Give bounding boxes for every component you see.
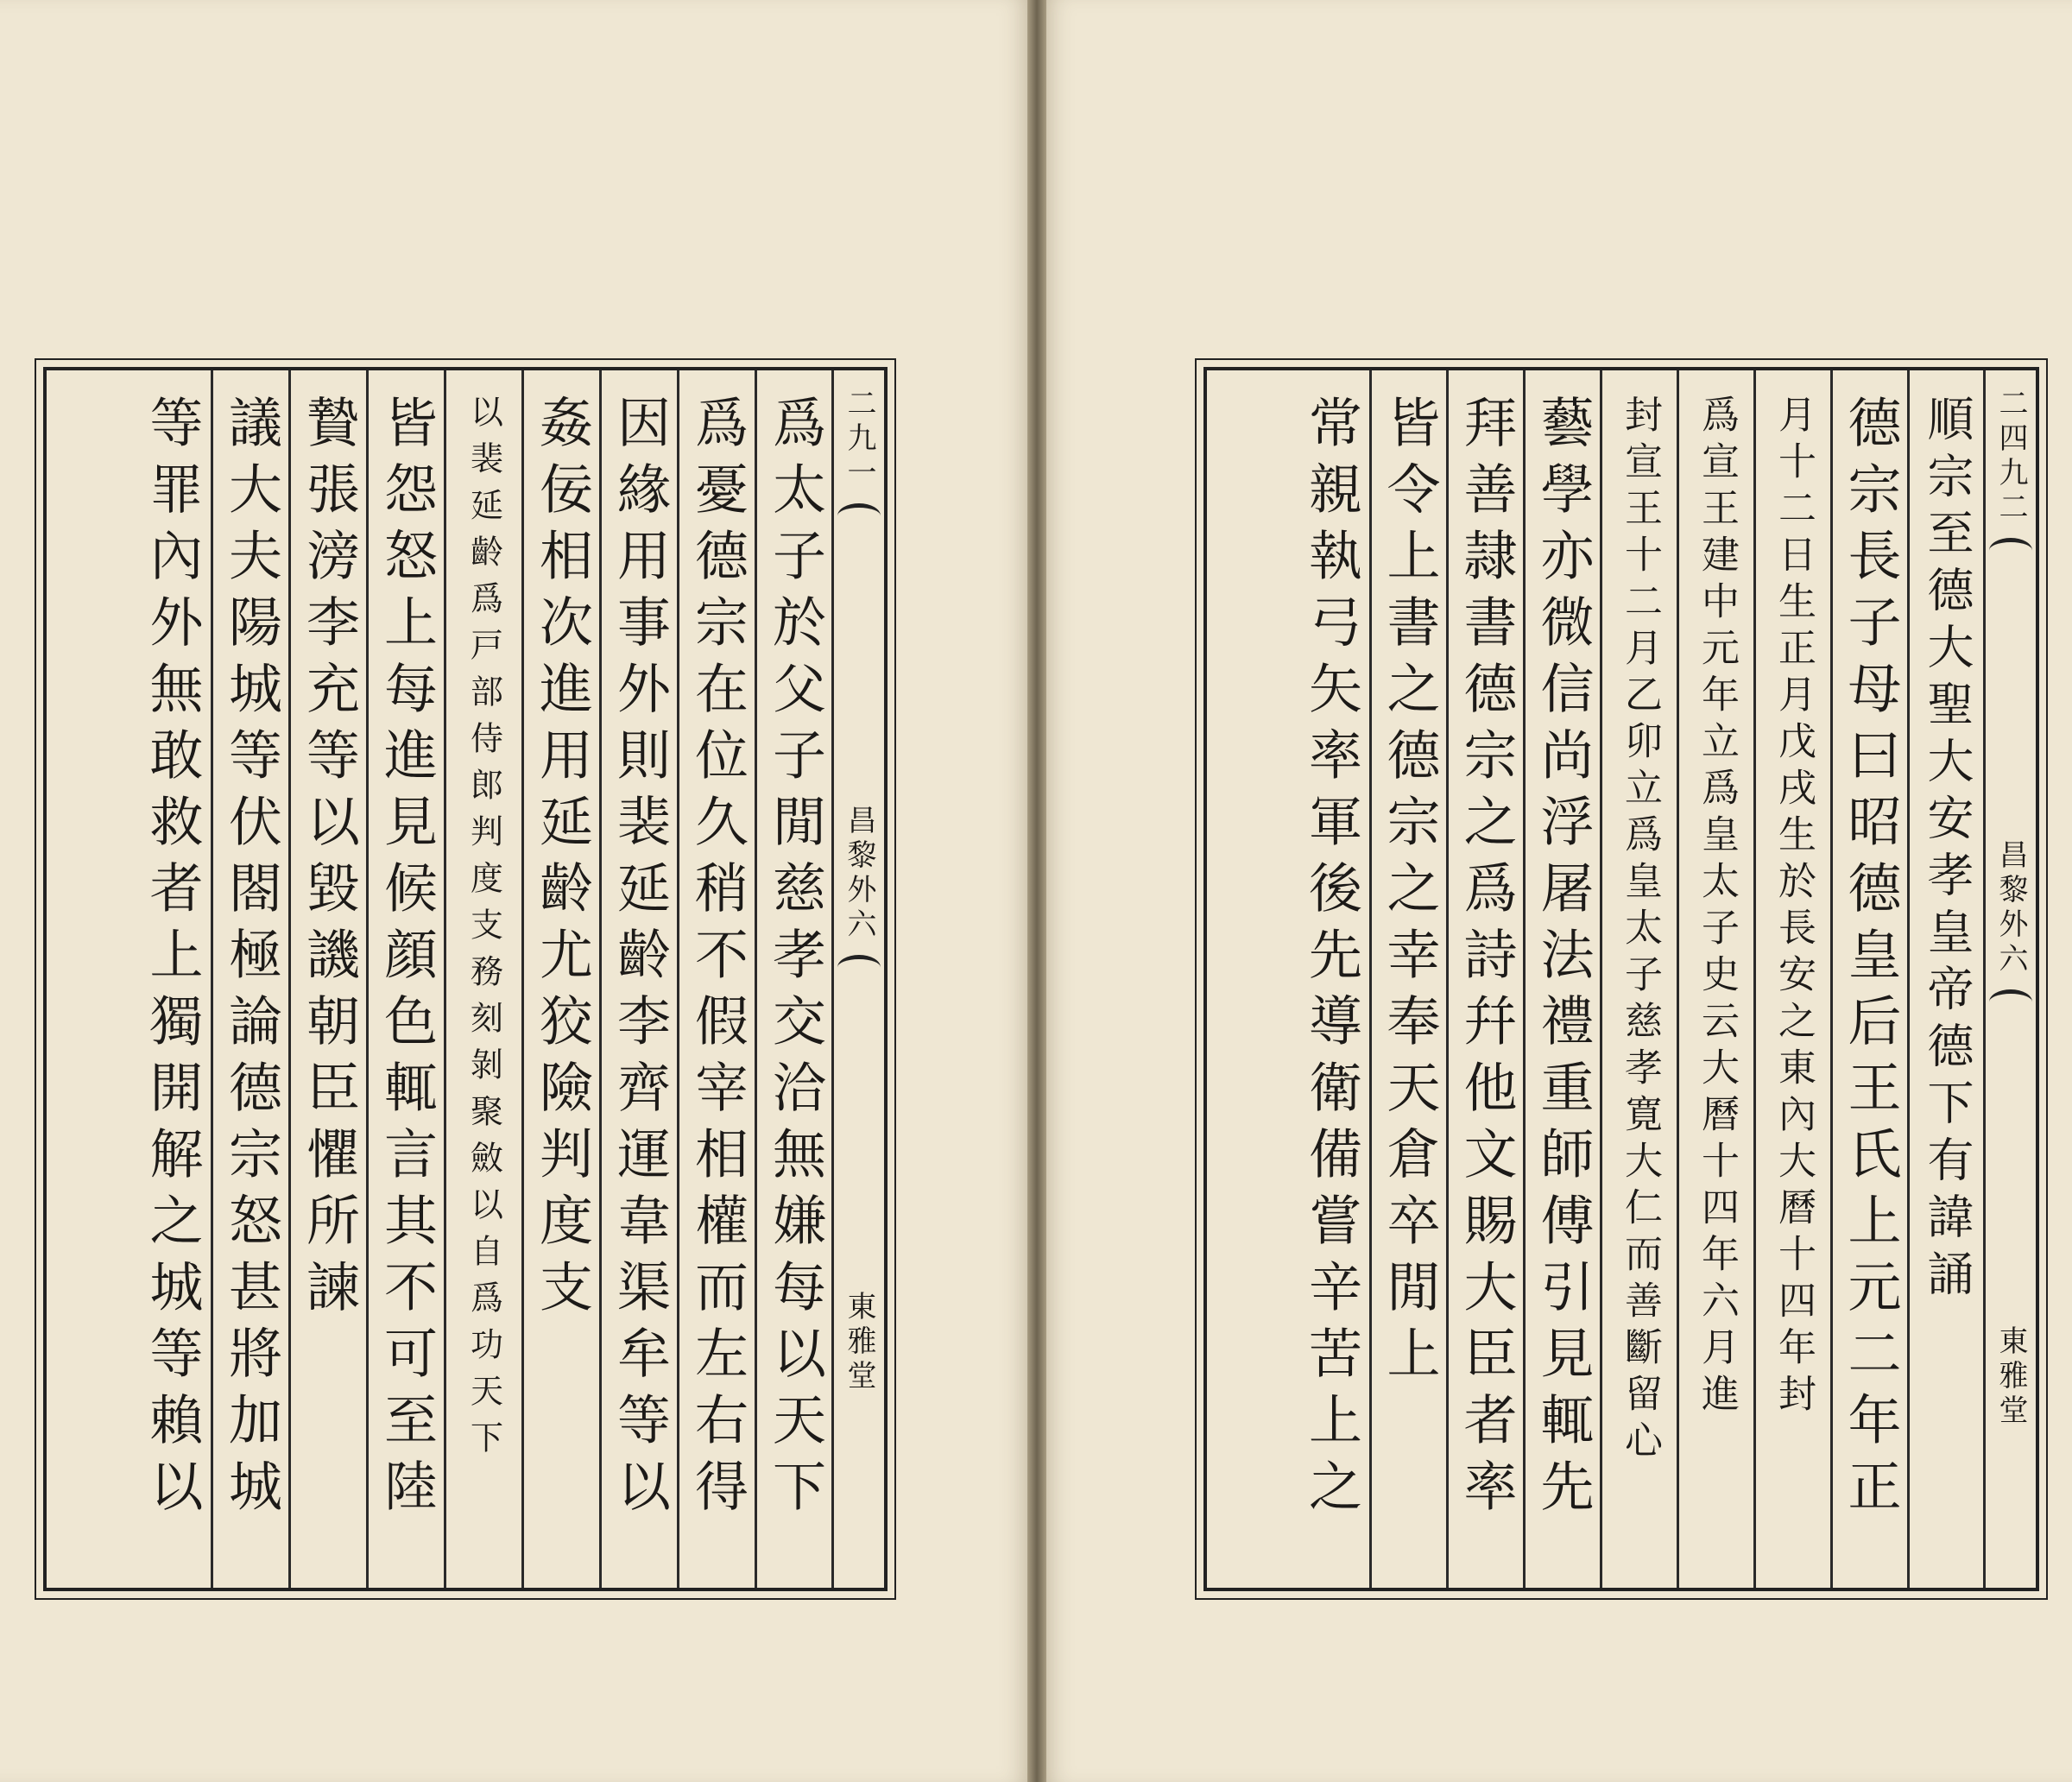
column-text: 拜善隷書德宗之爲詩幷他文賜大臣者率 — [1455, 395, 1518, 1525]
text-column — [288, 370, 366, 1588]
text-column — [1753, 370, 1830, 1588]
text-column — [1369, 370, 1446, 1588]
left-page-number: 二九一 — [842, 388, 876, 491]
column-text: 爲太子於父子閒慈孝交洽無嫌每以天下 — [763, 395, 827, 1525]
right-press-name: 東雅堂 — [1993, 1325, 2028, 1429]
book-gutter — [1027, 0, 1046, 1782]
column-text: 以裴延齡爲戸部侍郎判度支務刻剝聚斂以自爲功天下 — [464, 395, 503, 1467]
column-text: 等罪內外無敢救者上獨開解之城等賴以 — [141, 395, 204, 1525]
left-book-title: 昌黎外六 — [842, 805, 876, 943]
fish-tail-mark-icon — [1989, 989, 2032, 1014]
text-column — [1523, 370, 1600, 1588]
column-text: 贄張滂李充等以毀譏朝臣懼所諫 — [297, 395, 361, 1325]
text-column — [1677, 370, 1753, 1588]
column-text: 藝學亦微信尚浮屠法禮重師傅引見輒先 — [1532, 395, 1595, 1525]
text-column — [1292, 370, 1369, 1588]
column-text: 皆怨怒上每進見候顔色輒言其不可至陸 — [375, 395, 439, 1525]
fish-tail-mark-icon — [837, 955, 881, 980]
text-column — [444, 370, 521, 1588]
text-column — [133, 370, 211, 1588]
column-text: 月十二日生正月戊戌生於長安之東內大曆十四年封 — [1772, 395, 1816, 1420]
fish-tail-mark-icon — [1989, 538, 2032, 563]
left-fish-tail-column — [831, 370, 884, 1588]
column-text: 常親執弓矢率軍後先導衛備嘗辛苦上之 — [1299, 395, 1363, 1525]
text-column — [211, 370, 288, 1588]
column-text: 姦佞相次進用延齡尤狡險判度支 — [530, 395, 594, 1325]
text-column — [521, 370, 599, 1588]
text-column — [599, 370, 677, 1588]
text-column — [677, 370, 755, 1588]
right-page-number: 二四九二 — [1993, 388, 2028, 526]
left-page — [0, 0, 1027, 1782]
column-text: 順宗至德大聖大安孝皇帝德下有諱誦 — [1920, 395, 1974, 1306]
text-column — [1907, 370, 1984, 1588]
right-fish-tail-column — [1983, 370, 2036, 1588]
column-text: 因緣用事外則裴延齡李齊運韋渠牟等以 — [608, 395, 672, 1525]
text-column — [366, 370, 444, 1588]
right-book-title: 昌黎外六 — [1993, 839, 2028, 977]
column-text: 封宣王十二月乙卯立爲皇太子慈孝寛大仁而善斷留心 — [1618, 395, 1662, 1467]
fish-tail-mark-icon — [837, 503, 881, 528]
column-text: 爲憂德宗在位久稍不假宰相權而左右得 — [685, 395, 749, 1525]
right-page — [1046, 0, 2072, 1782]
column-text: 皆令上書之德宗之幸奉天倉卒閒上 — [1378, 395, 1441, 1392]
left-text-frame — [43, 367, 888, 1591]
text-column — [755, 370, 832, 1588]
right-text-frame — [1203, 367, 2039, 1591]
column-text: 議大夫陽城等伏閤極論德宗怒甚將加城 — [219, 395, 283, 1525]
left-text-columns — [47, 370, 832, 1588]
right-text-columns — [1207, 370, 1984, 1588]
text-column — [1446, 370, 1523, 1588]
column-text: 爲宣王建中元年立爲皇太子史云大曆十四年六月進 — [1695, 395, 1739, 1420]
column-text: 德宗長子母曰昭德皇后王氏上元二年正 — [1839, 395, 1902, 1525]
left-press-name: 東雅堂 — [842, 1291, 876, 1394]
text-column — [1830, 370, 1907, 1588]
text-column — [1600, 370, 1677, 1588]
